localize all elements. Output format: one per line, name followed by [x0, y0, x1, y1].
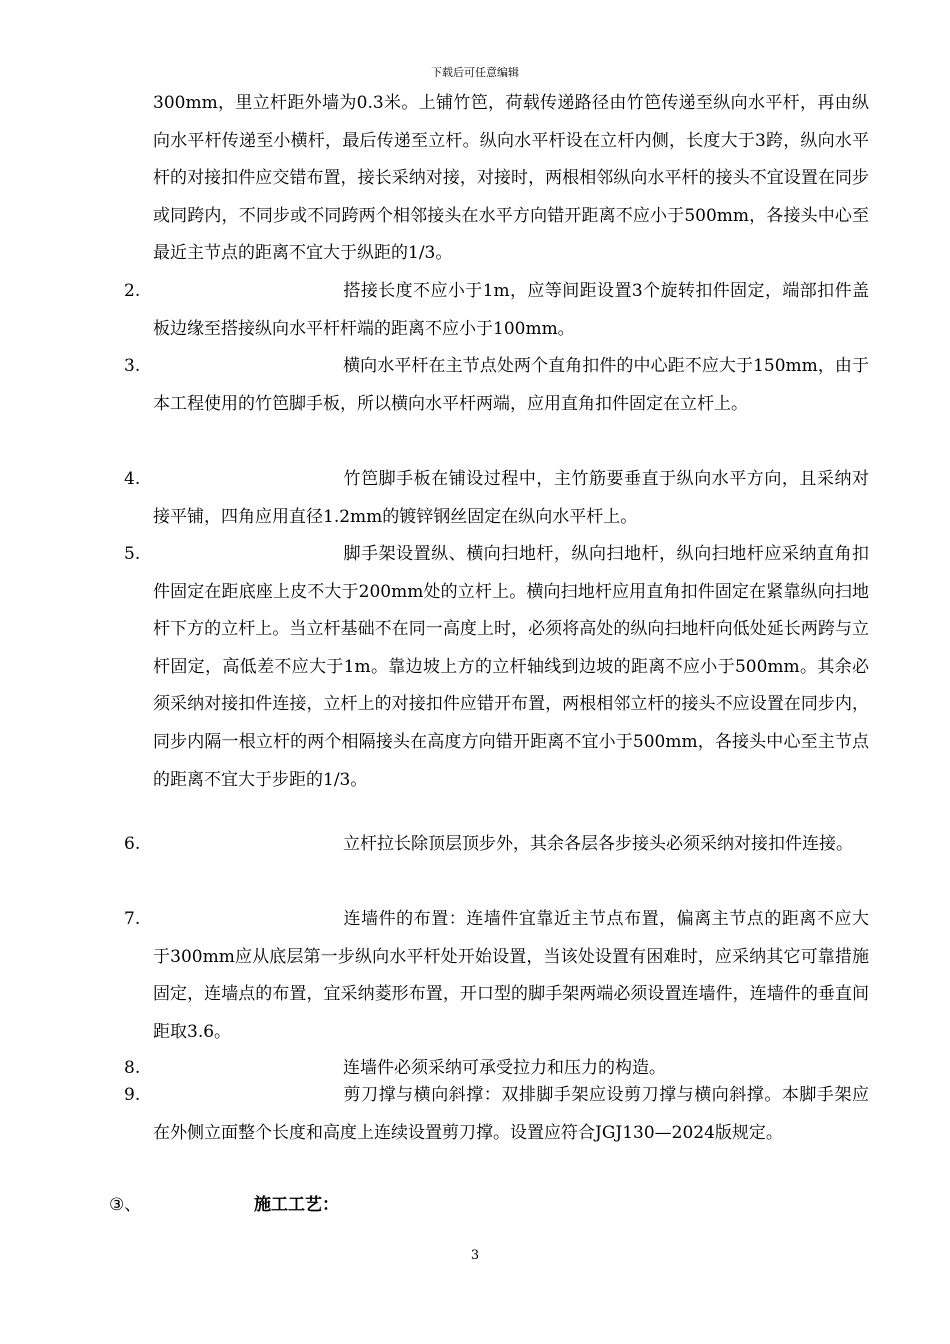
item-number: 7.	[124, 909, 141, 929]
item-number: 3.	[124, 356, 141, 376]
item-text: 剪刀撑与横向斜撑：双排脚手架应设剪刀撑与横向斜撑。本脚手架应在外侧立面整个长度和高度上连续设置剪刀撑。设置应符合JGJ130—2024版规定。	[153, 1085, 869, 1143]
section-title: 施工工艺：	[254, 1195, 339, 1215]
list-item	[153, 536, 869, 799]
section-number: ③、	[109, 1195, 142, 1215]
list-item	[153, 901, 869, 1051]
item-text: 连墙件的布置：连墙件宜靠近主节点布置，偏离主节点的距离不应大于300mm应从底层第一步纵向水平杆处开始设置，当该处设置有困难时，应采纳其它可靠措施固定，连墙点的布置，宜采纳菱形布置，开口型的脚手架两端必须设置连墙件，连墙件的垂直间距取3.6。	[153, 909, 869, 1042]
list-item	[153, 826, 869, 864]
item-text: 搭接长度不应小于1m，应等间距设置3个旋转扣件固定，端部扣件盖板边缘至搭接纵向水平杆杆端的距离不应小于100mm。	[153, 281, 869, 339]
item-text: 立杆拉长除顶层顶步外，其余各层各步接头必须采纳对接扣件连接。	[343, 834, 853, 854]
item-text: 连墙件必须采纳可承受拉力和压力的构造。	[343, 1058, 666, 1078]
item-text: 脚手架设置纵、横向扫地杆，纵向扫地杆，纵向扫地杆应采纳直角扣件固定在距底座上皮不大于200mm处的立杆上。横向扫地杆应用直角扣件固定在紧靠纵向扫地杆下方的立杆上。当立杆基础不在同一高度上时，必须将高处的纵向扫地杆向低处延长两跨与立杆固定，高低差不应大于1m。靠边坡上方的立杆轴线到边坡的距离不应小于500mm。其余必须采纳对接扣件连接，立杆上的对接扣件应错开布置，两根相邻立杆的接头不应设置在同步内，同步内隔一根立杆的两个相隔接头在高度方向错开距离不宜小于500mm，各接头中心至主节点的距离不宜大于步距的1/3。	[153, 544, 869, 790]
page-header: 下载后可任意编辑	[431, 66, 519, 79]
item-number: 6.	[124, 834, 141, 854]
list-item	[153, 348, 869, 423]
item-text: 竹笆脚手板在铺设过程中，主竹筋要垂直于纵向水平方向，且采纳对接平铺，四角应用直径1.2mm的镀锌钢丝固定在纵向水平杆上。	[153, 469, 869, 527]
item-text: 横向水平杆在主节点处两个直角扣件的中心距不应大于150mm，由于本工程使用的竹笆脚手板，所以横向水平杆两端，应用直角扣件固定在立杆上。	[153, 356, 869, 414]
item-number: 2.	[124, 281, 141, 301]
list-item	[153, 273, 869, 348]
item-number: 9.	[124, 1085, 141, 1105]
item-number: 8.	[124, 1058, 141, 1078]
list-item	[153, 1077, 869, 1152]
page-number: 3	[470, 1248, 480, 1263]
list-item	[153, 461, 869, 536]
item-number: 5.	[124, 544, 141, 564]
item-number: 4.	[124, 469, 141, 489]
intro-paragraph: 300mm，里立杆距外墙为0.3米。上铺竹笆，荷载传递路径由竹笆传递至纵向水平杆，再由纵向水平杆传递至小横杆，最后传递至立杆。纵向水平杆设在立杆内侧，长度大于3跨，纵向水平杆的对接扣件应交错布置，接长采纳对接，对接时，两根相邻纵向水平杆的接头不宜设置在同步或同跨内，不同步或不同跨两个相邻接头在水平方向错开距离不应小于500mm，各接头中心至最近主节点的距离不宜大于纵距的1/3。	[153, 93, 869, 264]
